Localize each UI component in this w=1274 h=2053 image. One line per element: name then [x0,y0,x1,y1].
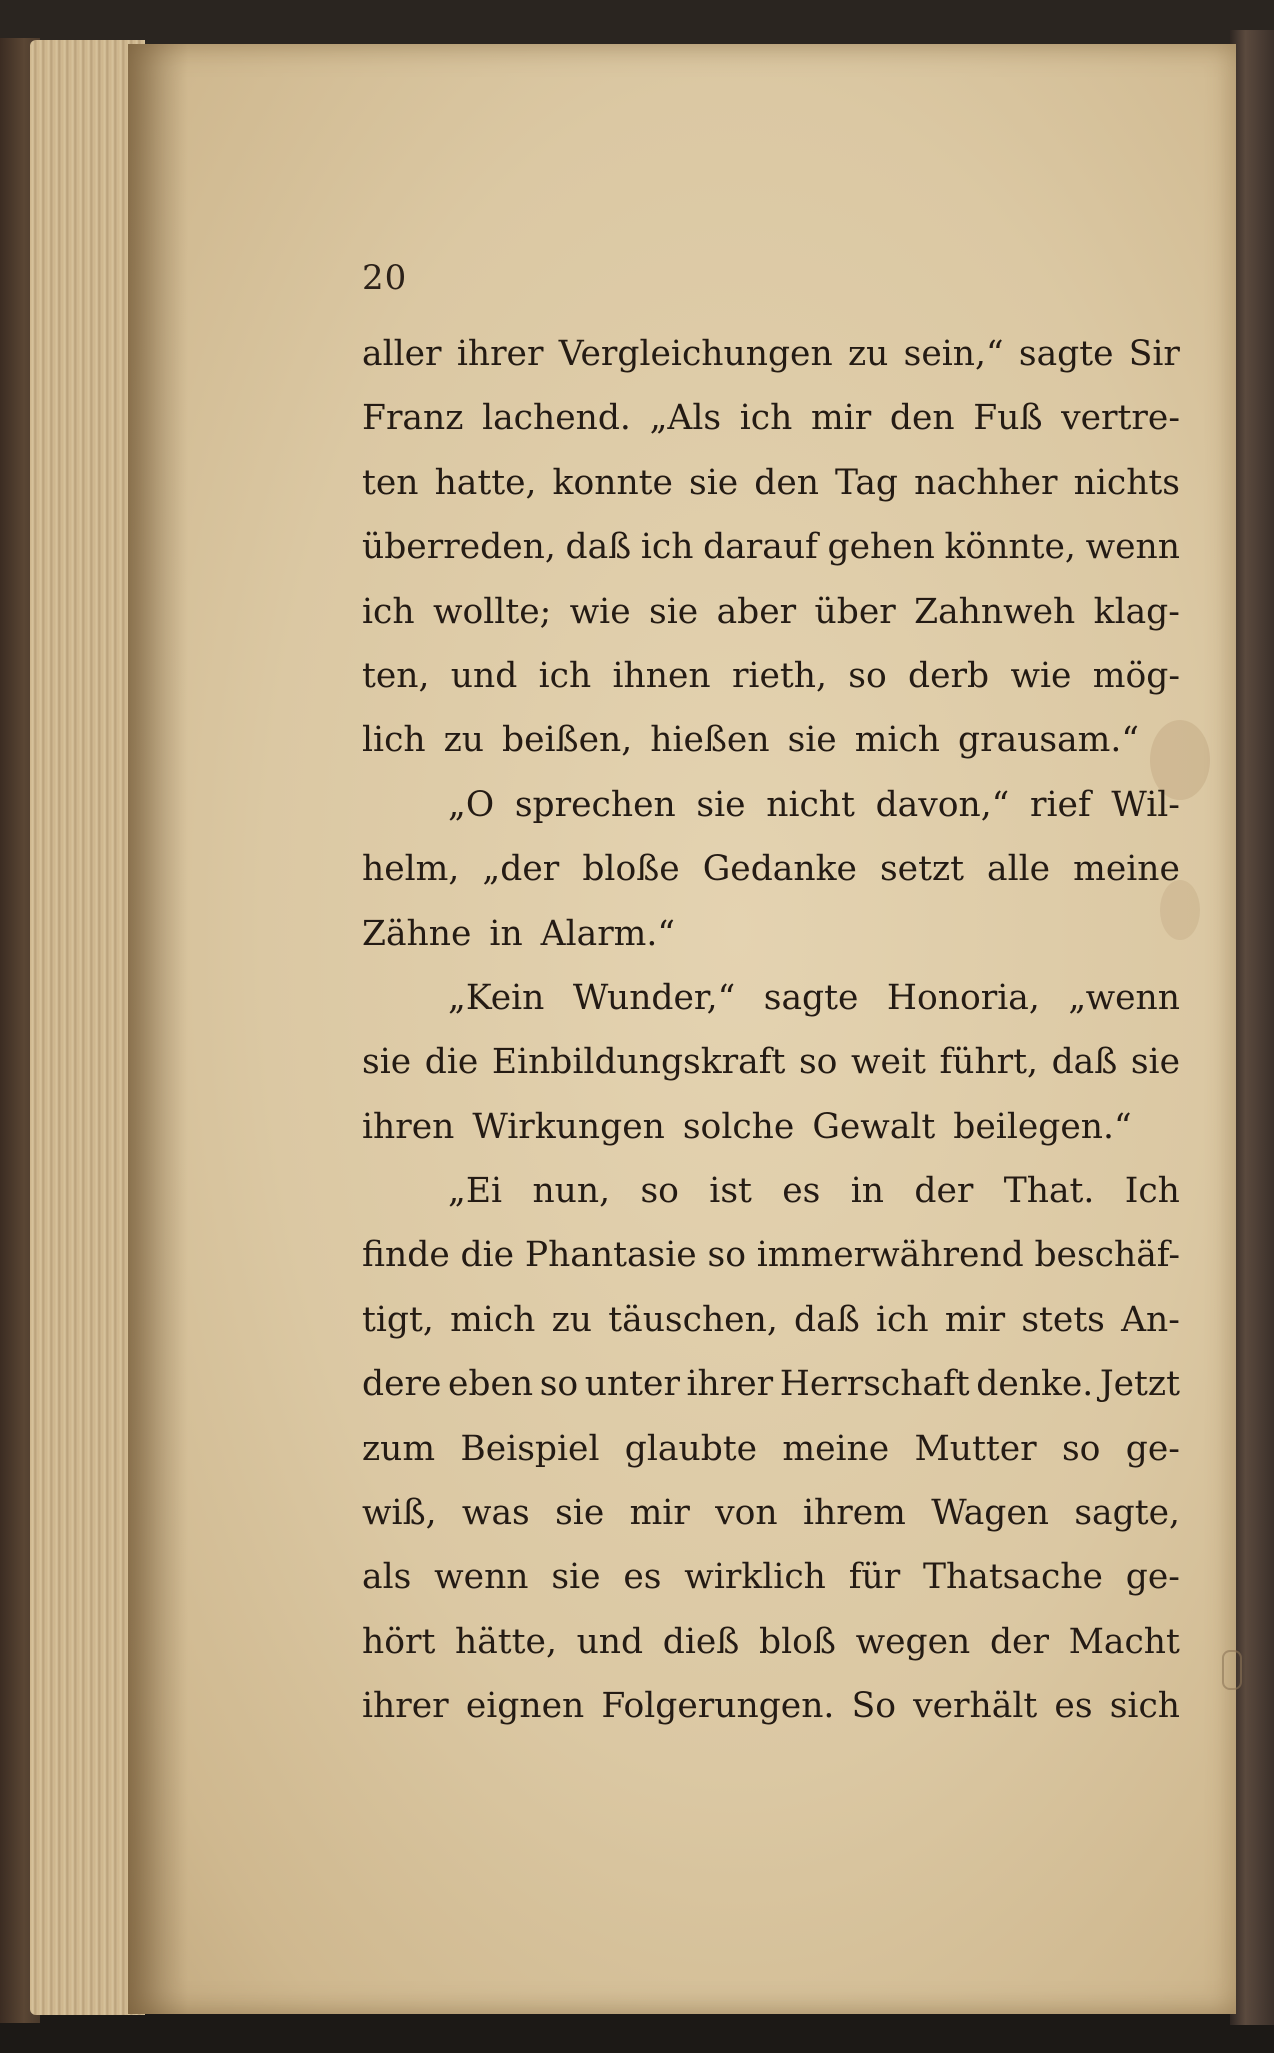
word: wenn [1085,527,1180,568]
word: Fuß [973,398,1043,439]
word: wollte; [432,591,552,632]
word: von [715,1493,778,1534]
word: ist [709,1171,752,1212]
text-line [362,515,1180,579]
word: mir [944,1299,1006,1340]
word: hört [362,1621,436,1662]
word: dere [362,1364,442,1405]
text-line [362,708,1180,772]
word: so [798,1042,838,1083]
word: ten, [362,655,430,696]
gutter-shadow [128,44,188,2014]
word: beißen, [502,720,633,761]
word: rief [1030,784,1091,825]
word: bloße [582,849,680,890]
text-line [362,580,1180,644]
word: täuschen, [608,1299,778,1340]
word: wirklich [684,1557,826,1598]
word: That. [1003,1171,1095,1212]
word: hatte, [434,462,537,503]
word: wie [569,591,631,632]
word: in [489,913,523,954]
word: derb [908,655,990,696]
text-line [362,1674,1180,1738]
word: stets [1021,1299,1105,1340]
word: lachend. [482,398,631,439]
word: so [539,1364,579,1405]
word: mich [854,720,941,761]
word: sie [787,720,837,761]
word: aller [362,334,442,374]
word: und [450,655,518,696]
word: eignen [465,1686,585,1727]
word: Wunder,“ [572,977,736,1018]
word: ihren [362,1106,455,1147]
word: Beispiel [460,1428,600,1469]
word: rieth, [731,655,827,696]
word: der [989,1621,1049,1662]
word: Herrschaft [779,1364,970,1405]
word: zu [443,720,485,761]
text-line [362,644,1180,708]
word: solche [682,1106,795,1147]
text-line [362,1610,1180,1674]
word: sagte [1018,334,1114,374]
word: Wirkungen [472,1106,665,1147]
word: Franz [362,398,464,439]
word: so [1061,1428,1101,1469]
word: so [707,1235,746,1276]
word: grausam.“ [958,720,1139,761]
word: wenn [434,1557,529,1598]
word: führt, [939,1042,1038,1083]
word: ich [876,1299,929,1340]
word: den [889,398,955,439]
word: hießen [650,720,770,761]
word: ten [362,462,419,503]
word: Sir [1128,334,1180,374]
body-text [362,322,1180,1739]
word: ihnen [612,655,711,696]
word: der [914,1171,974,1212]
word: ihrem [803,1493,906,1534]
word: darauf [703,527,818,568]
word: sich [1109,1686,1180,1727]
word: hätte, [455,1621,557,1662]
word: zum [362,1428,436,1469]
text-line [362,1352,1180,1416]
word: überreden, [362,527,556,568]
word: bloß [759,1621,836,1662]
word: beschäf- [1034,1235,1180,1276]
word: Gewalt [812,1106,936,1147]
word: Honoria, [886,977,1040,1018]
word: dieß [662,1621,740,1662]
word: sie [649,591,699,632]
word: nicht [766,784,855,825]
word: so [848,655,887,696]
word: verhält [913,1686,1038,1727]
text-line [362,837,1180,901]
word: lich [362,720,426,761]
word: mich [450,1299,536,1340]
word: Folgerungen. [601,1686,835,1727]
text-line [362,773,1180,837]
word: ihrer [456,334,544,374]
text-line [362,1223,1180,1287]
word: Einbildungskraft [491,1042,786,1083]
word: glaubte [624,1428,758,1469]
word: immerwährend [756,1235,1024,1276]
word: wie [1010,655,1072,696]
text-line [362,1095,1180,1159]
word: „Kein [448,977,545,1018]
text-line [362,966,1180,1030]
word: aber [716,591,797,632]
word: die [424,1042,479,1083]
word: Zahnweh [914,591,1076,632]
word: sagte, [1074,1493,1180,1534]
word: „Als [649,398,722,439]
text-line [362,1159,1180,1223]
word: Ich [1124,1171,1180,1212]
word: davon,“ [875,784,1010,825]
word: könnte, [944,527,1076,568]
binding-mark [1222,1650,1242,1690]
text-line [362,451,1180,515]
word: nachher [914,462,1058,503]
word: Macht [1068,1621,1180,1662]
word: tigt, [362,1299,434,1340]
word: „der [482,849,560,890]
word: So [851,1686,896,1727]
word: so [640,1171,679,1212]
word: daß [1051,1042,1118,1083]
word: ich [362,591,415,632]
word: Tag [835,462,899,503]
word: es [782,1171,821,1212]
text-line [362,386,1180,450]
word: sein,“ [903,334,1004,374]
word: sprechen [514,784,676,825]
word: alle [987,849,1051,890]
word: nichts [1073,462,1180,503]
word: den [754,462,819,503]
text-line [362,1030,1180,1094]
word: die [460,1235,515,1276]
word: mir [629,1493,690,1534]
word: Gedanke [702,849,857,890]
word: mir [810,398,872,439]
word: sie [362,1042,412,1083]
word: ihrer [362,1686,449,1727]
word: sie [555,1493,605,1534]
word: für [848,1557,901,1598]
word: gehen [827,527,935,568]
word: und [576,1621,644,1662]
word: ge- [1125,1428,1180,1469]
text-line [362,902,1180,966]
word: ich [739,398,793,439]
word: eben [447,1364,534,1405]
word: Mutter [914,1428,1037,1469]
text-line [362,1545,1180,1609]
word: vertre- [1061,398,1180,439]
word: konnte [552,462,673,503]
word: sie [551,1557,601,1598]
word: sie [1130,1042,1180,1083]
word: ge- [1125,1557,1180,1598]
word: es [1054,1686,1093,1727]
word: sagte [763,977,859,1018]
word: denke. [976,1364,1094,1405]
word: Jetzt [1099,1364,1180,1405]
word: Zähne [362,913,472,954]
word: wiß, [362,1493,437,1534]
word: Phantasie [524,1235,697,1276]
word: Alarm.“ [540,913,675,954]
word: weit [851,1042,926,1083]
word: was [461,1493,530,1534]
word: meine [1073,849,1180,890]
word: sie [696,784,746,825]
text-line [362,1481,1180,1545]
word: „wenn [1068,977,1180,1018]
word: setzt [879,849,964,890]
word: über [814,591,896,632]
word: in [850,1171,884,1212]
word: zu [551,1299,593,1340]
text-line [362,1417,1180,1481]
word: „O [448,784,495,825]
word: „Ei [448,1171,503,1212]
word: Thatsache [923,1557,1103,1598]
page-number: 20 [362,258,408,298]
word: wegen [855,1621,971,1662]
word: unter [584,1364,680,1405]
word: zu [847,334,889,374]
text-line [362,1288,1180,1352]
word: nun, [532,1171,611,1212]
word: meine [782,1428,890,1469]
word: ich [538,655,592,696]
word: Vergleichungen [558,334,833,374]
word: Wagen [931,1493,1049,1534]
word: klag- [1093,591,1180,632]
word: daß [565,527,632,568]
text-line [362,322,1180,386]
word: An- [1121,1299,1180,1340]
word: Wil- [1111,784,1180,825]
word: als [362,1557,412,1598]
word: ich [640,527,694,568]
word: helm, [362,849,460,890]
word: daß [794,1299,860,1340]
word: sie [689,462,739,503]
word: es [623,1557,662,1598]
word: ihrer [686,1364,774,1405]
book-cover-right-edge [1230,30,1274,2025]
word: mög- [1092,655,1180,696]
word: finde [362,1235,450,1276]
word: beilegen.“ [953,1106,1132,1147]
